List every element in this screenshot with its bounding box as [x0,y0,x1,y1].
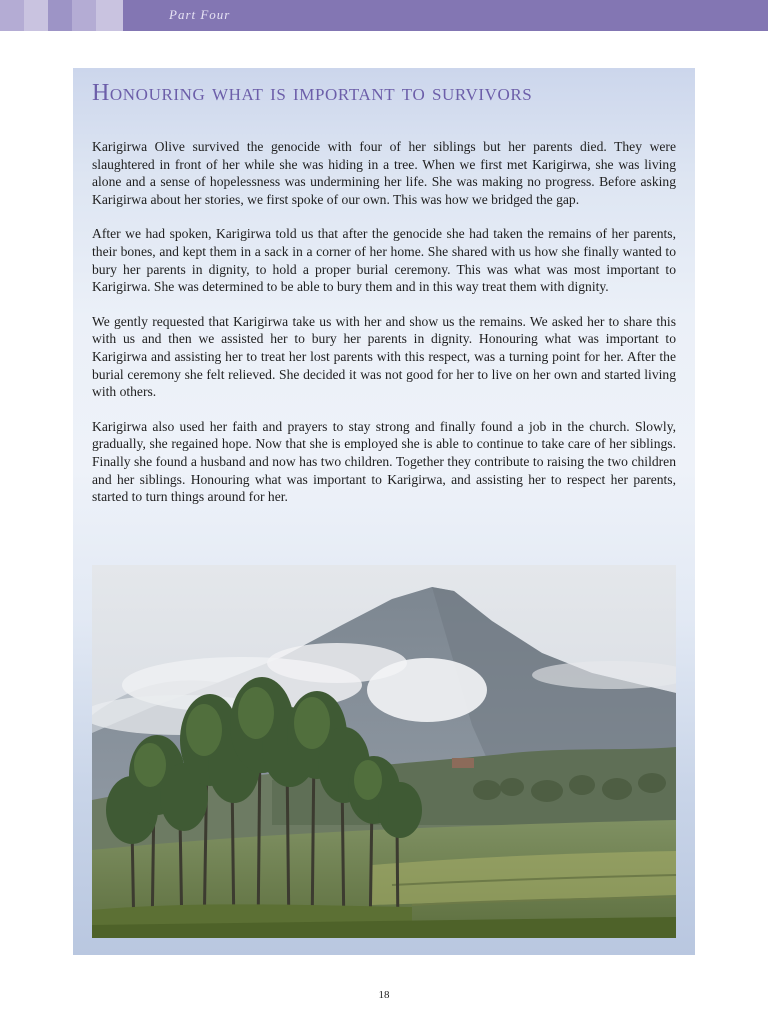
header-decor-block [0,0,24,31]
paragraph: Karigirwa Olive survived the genocide with four of her siblings but her parents died. They were slaughtered in front of her while she was hiding in a tree. When we first met Karigirwa, she was living alone and a sense of hopelessness was undermining her life. She was making no progress. Before asking Karigirwa about her stories, we first spoke of our own. This was how we bridged the gap. [92,139,676,207]
paragraph: We gently requested that Karigirwa take us with her and show us the remains. We asked her to share this with us and then we assisted her to bury her parents in dignity. Honouring what was important to Karigirwa and assisting her to treat her lost parents with this respect, was a turning point for her. After the burial ceremony she felt relieved. She decided it was not good for her to live on her own and started living with others. [92,313,676,400]
header-decor-block [96,0,123,31]
page-number: 18 [378,989,390,1001]
paragraph: After we had spoken, Karigirwa told us that after the genocide she had taken the remains of her parents, their bones, and kept them in a sack in a corner of her home. She shared with us how she finally wanted to bury her parents in dignity, to hold a proper burial ceremony. This was what was most important to Karigirwa. She was determined to be able to bury them and in this way treat them with dignity. [92,226,676,295]
content-panel [73,68,695,955]
header-decor-block [24,0,48,31]
section-title: Honouring what is important to survivors [92,80,533,106]
body-text [92,138,676,523]
paragraph: Karigirwa also used her faith and prayers to stay strong and finally found a job in the church. Slowly, gradually, she regained hope. Now that she is employed she is able to continue to take care of her siblings. Finally she found a husband and now has two children. Together they contribute to raising the two children and her siblings. Honouring what was important to Karigirwa, and assisting her to respect her parents, started to turn things around for her. [92,418,676,505]
header-band [0,0,768,31]
mountain-landscape-photo [92,565,676,938]
part-label: Part Four [169,7,231,22]
mountain-landscape-with-trees-icon [92,565,676,938]
header-decor-block [48,0,72,31]
header-decor-block [72,0,96,31]
